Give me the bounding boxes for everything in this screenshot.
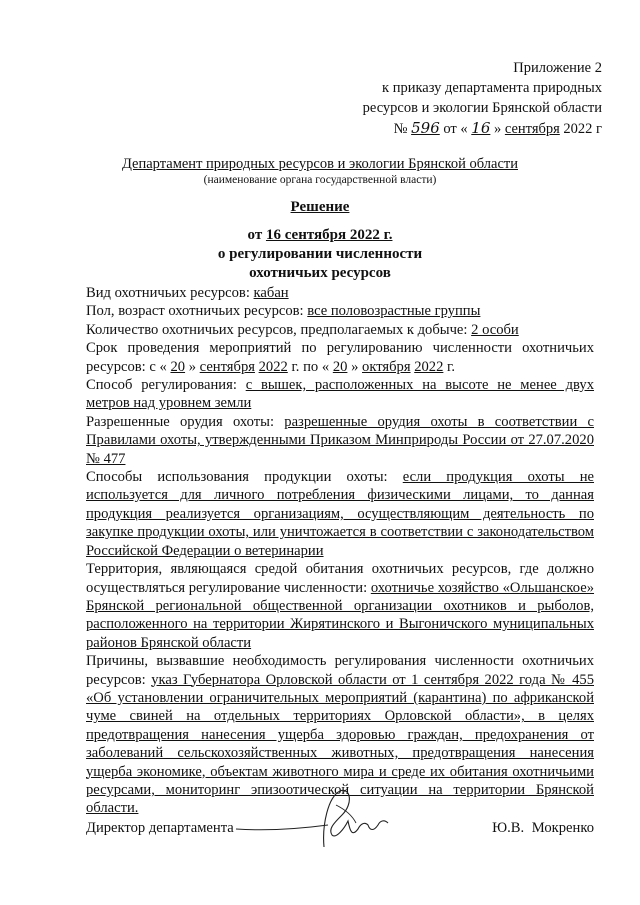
decision-title: Решение — [290, 199, 350, 215]
territory-value: охотничье хозяйство «Ольшанское» Брянской региональной общественной организации охотников и рыболов, расположенного на территории Жирятинского и Выгоничского муниципальных районов Брянской области — [86, 579, 595, 651]
territory-label: Территория, являющаяся средой обитания охотничьих ресурсов, где должно осуществляться регулирование численности: — [86, 561, 594, 596]
sexage-row — [86, 302, 594, 320]
period-middle: г. по « — [291, 358, 330, 375]
order-number: 596 — [411, 119, 440, 137]
quantity-value: 2 особи — [471, 321, 519, 338]
order-year: 2022 г — [563, 121, 602, 137]
appendix-authority-line: ресурсов и экологии Брянской области — [362, 100, 602, 116]
period-start-quote: » — [188, 358, 197, 375]
order-number-label: № — [393, 121, 408, 137]
quantity-label: Количество охотничьих ресурсов, предполагаемых к добыче: — [86, 321, 468, 338]
period-end-month: октября — [362, 358, 411, 375]
order-date-from: от « — [443, 121, 468, 137]
period-end-day: 20 — [332, 358, 348, 375]
reasons-label: Причины, вызвавшие необходимость регулирования численности охотничьих ресурсов: — [86, 653, 594, 688]
decision-date-from: от — [247, 227, 263, 243]
decision-date-line — [0, 226, 640, 245]
order-month: сентября — [504, 121, 560, 137]
appendix-block — [363, 58, 602, 139]
quantity-row — [86, 321, 594, 339]
signer-role: Директор департамента — [86, 820, 234, 836]
decision-subject-line1: о регулировании численности — [217, 246, 423, 262]
period-end-year: 2022 — [414, 358, 444, 375]
tools-value: разрешенные орудия охоты в соответствии с Правилами охоты, утвержденными Приказом Минприроды России от 27.07.2020 № 477 — [86, 413, 594, 467]
use-row — [86, 468, 594, 560]
tools-row — [86, 413, 594, 468]
authority-name: Департамент природных ресурсов и экологии Брянской области — [121, 156, 518, 172]
use-label: Способы использования продукции охоты: — [86, 469, 388, 486]
sexage-value: все половозрастные группы — [307, 303, 481, 320]
signature — [228, 785, 408, 855]
reasons-value: указ Губернатора Орловской области от 1 сентября 2022 года № 455 «Об установлении ограничительных мероприятий (карантина) по африканской чуме свиней на отдельных территориях Орловской области», в целях предотвращения нанесения ущерба здоровью граждан, предохранения от заболеваний сельскохозяйственных животных, предотвращения нанесения ущерба экономике, объектам животного мира и среде их обитания охотничьими ресурсами, мониторинг эпизоотической ситуации на территории Брянской области. — [86, 671, 594, 817]
order-quote-close: » — [494, 121, 502, 137]
period-row — [86, 339, 594, 376]
tools-label: Разрешенные орудия охоты: — [86, 413, 275, 430]
decision-subject-line2: охотничьих ресурсов — [249, 265, 391, 281]
period-end-suffix: г. — [447, 358, 456, 375]
period-label: Срок проведения мероприятий по регулированию численности охотничьих ресурсов: с « — [86, 340, 594, 375]
order-day: 16 — [471, 119, 491, 137]
territory-row — [86, 560, 594, 652]
use-value: если продукция охоты не используется для личного потребления физическими лицами, то данная продукция реализуется организациям, осуществляющим деятельность по закупке продукции охоты, или уничтожается в соответствии с законодательством Российской Федерации о ветеринарии — [86, 469, 595, 559]
decision-date: 16 сентября 2022 г. — [265, 227, 393, 243]
appendix-title: Приложение 2 — [513, 60, 602, 76]
period-start-year: 2022 — [258, 358, 288, 375]
species-label: Вид охотничьих ресурсов: — [86, 285, 250, 301]
method-value: с вышек, расположенных на высоте не менее двух метров над уровнем земли — [86, 377, 595, 412]
method-label: Способ регулирования: — [86, 377, 237, 394]
authority-caption: (наименование органа государственной власти) — [203, 174, 437, 186]
period-start-day: 20 — [170, 358, 186, 375]
method-row — [86, 376, 594, 413]
decision-body — [86, 284, 594, 818]
appendix-order-line: к приказу департамента природных — [382, 80, 602, 96]
period-start-month: сентября — [199, 358, 255, 375]
sexage-label: Пол, возраст охотничьих ресурсов: — [86, 303, 304, 320]
decision-heading — [0, 226, 640, 283]
species-value: кабан — [253, 285, 289, 301]
species-row — [86, 284, 594, 302]
appendix-number-line — [363, 118, 602, 139]
period-end-quote: » — [351, 358, 359, 375]
signer-name: Ю.В. Мокренко — [492, 820, 594, 836]
